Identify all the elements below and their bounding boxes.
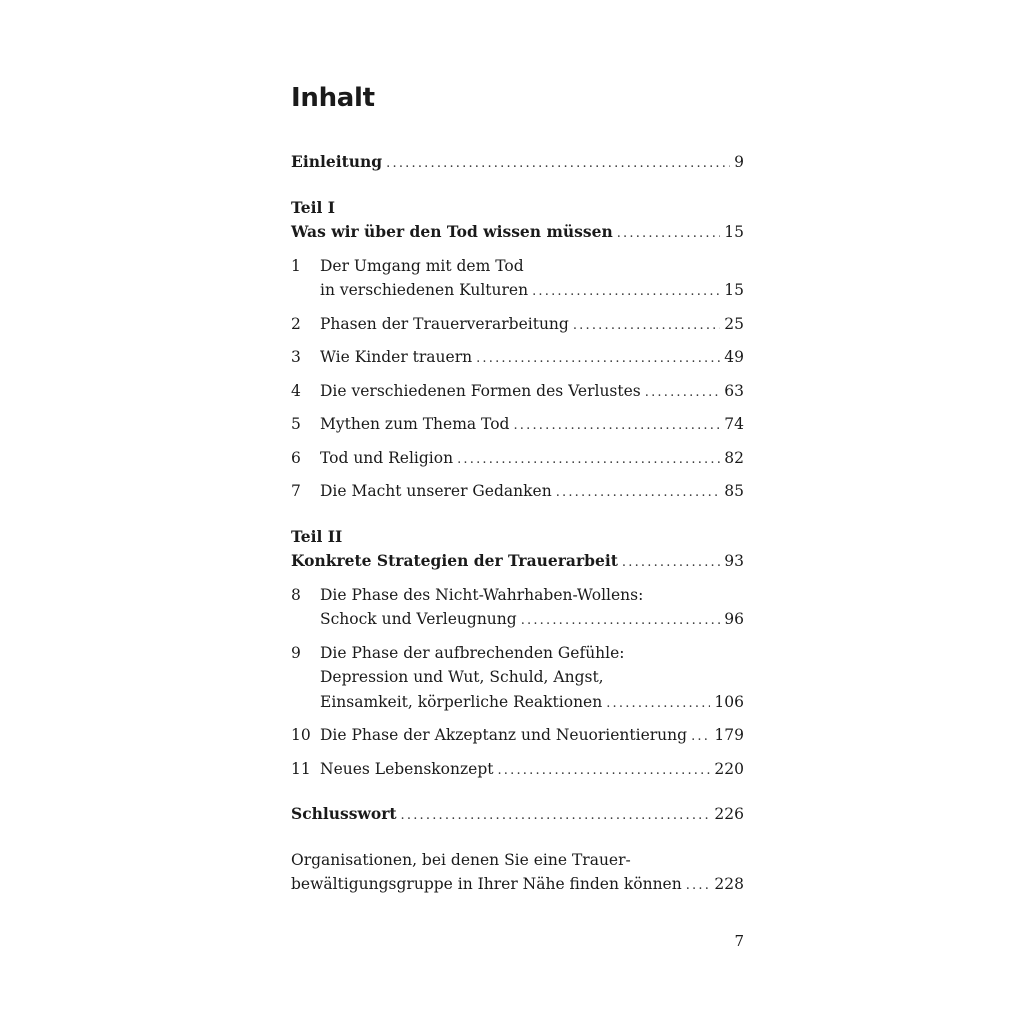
toc-part-label: Teil I bbox=[291, 197, 336, 217]
toc-entry-title: Die Macht unserer Gedanken bbox=[320, 482, 552, 500]
toc-entry-organisationen[interactable] bbox=[291, 848, 744, 899]
toc-page-number: 93 bbox=[724, 552, 744, 570]
toc-entry-title: Wie Kinder trauern bbox=[320, 348, 473, 366]
toc-chapter-5[interactable] bbox=[291, 412, 744, 439]
toc-entry-line bbox=[320, 379, 744, 406]
toc-entry-body bbox=[291, 525, 744, 576]
toc-leader-dots bbox=[645, 381, 721, 406]
toc-page-number: 179 bbox=[714, 726, 744, 744]
toc-page-number: 63 bbox=[724, 381, 744, 400]
toc-entry-body bbox=[320, 312, 744, 339]
toc-entry-line bbox=[320, 607, 744, 634]
toc-entry-title-line: Der Umgang mit dem Tod bbox=[320, 256, 524, 275]
toc-page-number: 9 bbox=[734, 153, 744, 171]
toc-leader-dots bbox=[401, 804, 711, 829]
toc-entry-title-line: Organisationen, bei denen Sie eine Trauer- bbox=[291, 850, 631, 869]
toc-leader-dots bbox=[691, 725, 710, 750]
toc-entry-title-line: Depression und Wut, Schuld, Angst, bbox=[320, 668, 604, 686]
toc-page-number: 15 bbox=[724, 223, 744, 241]
page-header bbox=[291, 80, 744, 116]
toc-page-number: 49 bbox=[724, 348, 744, 366]
toc-chapter-6[interactable] bbox=[291, 446, 744, 473]
toc-chapter-number: 8 bbox=[291, 585, 301, 604]
toc-entry-line bbox=[320, 312, 744, 339]
toc-entry-body bbox=[320, 583, 744, 634]
toc-entry-line bbox=[320, 278, 744, 305]
toc-entry-title: Phasen der Trauerverarbeitung bbox=[320, 314, 569, 333]
toc-entry-body bbox=[291, 802, 744, 829]
toc-leader-dots bbox=[686, 874, 711, 899]
toc-entry-title: Schock und Verleugnung bbox=[320, 610, 517, 628]
toc-entry-title: Einsamkeit, körperliche Reaktionen bbox=[320, 692, 603, 711]
toc-entry-title: in verschiedenen Kulturen bbox=[320, 281, 529, 299]
toc-entry-einleitung[interactable] bbox=[291, 150, 744, 177]
toc-entry-body bbox=[320, 254, 744, 305]
toc-leader-dots bbox=[497, 759, 710, 784]
toc-entry-line bbox=[291, 802, 744, 829]
toc-page-number: 226 bbox=[714, 805, 744, 823]
toc-entry-title: Einleitung bbox=[291, 152, 383, 171]
toc-entry-line bbox=[320, 690, 744, 717]
toc-entry-title: Die verschiedenen Formen des Verlustes bbox=[320, 381, 641, 400]
toc-entry-line bbox=[320, 345, 744, 372]
toc-leader-dots bbox=[573, 314, 720, 339]
toc-part-2[interactable] bbox=[291, 525, 744, 576]
toc-leader-dots bbox=[513, 414, 720, 439]
toc-leader-dots bbox=[617, 222, 721, 247]
toc-entry-line bbox=[291, 549, 744, 576]
toc-entry-line bbox=[320, 412, 744, 439]
toc-page-number: 228 bbox=[714, 875, 744, 893]
toc-entry-body bbox=[291, 848, 744, 899]
toc-chapter-number: 4 bbox=[291, 381, 301, 400]
toc-entry-title: Tod und Religion bbox=[320, 448, 454, 467]
toc-page-number: 74 bbox=[724, 415, 744, 433]
toc-chapter-number: 3 bbox=[291, 348, 301, 366]
toc-entry-line bbox=[320, 723, 744, 750]
toc-part-1[interactable] bbox=[291, 196, 744, 247]
toc-entry-line bbox=[320, 757, 744, 784]
toc-page-number: 82 bbox=[724, 448, 744, 467]
toc-entry-title-line: Die Phase des Nicht-Wahrhaben-Wollens: bbox=[320, 585, 644, 604]
toc-leader-dots bbox=[532, 280, 720, 305]
toc-entry-body bbox=[320, 446, 744, 473]
toc-entry-body bbox=[320, 723, 744, 750]
toc-entry-title: Was wir über den Tod wissen müssen bbox=[291, 222, 613, 241]
toc-chapter-4[interactable] bbox=[291, 379, 744, 406]
toc-chapter-11[interactable] bbox=[291, 757, 744, 784]
toc-page-number: 106 bbox=[714, 692, 744, 711]
toc-part-label: Teil II bbox=[291, 526, 343, 546]
toc-chapter-number: 9 bbox=[291, 643, 301, 662]
toc-entry-line bbox=[291, 872, 744, 899]
page-number: 7 bbox=[734, 932, 744, 950]
toc-chapter-number: 2 bbox=[291, 314, 301, 333]
toc-entry-title: Schlusswort bbox=[291, 804, 397, 823]
toc-entry-title: Mythen zum Thema Tod bbox=[320, 415, 510, 433]
toc-entry-title: Konkrete Strategien der Trauerarbeit bbox=[291, 551, 618, 570]
toc-chapter-2[interactable] bbox=[291, 312, 744, 339]
toc-entry-line bbox=[320, 479, 744, 506]
toc-entry-body bbox=[291, 150, 744, 177]
toc-chapter-number: 7 bbox=[291, 482, 301, 500]
toc-entry-line bbox=[291, 220, 744, 247]
toc-leader-dots bbox=[521, 609, 721, 634]
toc-leader-dots bbox=[476, 347, 720, 372]
toc-entry-line bbox=[291, 150, 744, 177]
toc-chapter-10[interactable] bbox=[291, 723, 744, 750]
toc-entry-body bbox=[320, 412, 744, 439]
toc-leader-dots bbox=[622, 551, 720, 576]
toc-chapter-9[interactable] bbox=[291, 641, 744, 717]
toc-entry-body bbox=[320, 345, 744, 372]
toc-chapter-7[interactable] bbox=[291, 479, 744, 506]
page-title: Inhalt bbox=[291, 83, 375, 113]
toc-entry-title: Neues Lebenskonzept bbox=[320, 759, 494, 778]
toc-chapter-number: 10 bbox=[291, 726, 311, 744]
toc-leader-dots bbox=[386, 152, 730, 177]
toc-leader-dots bbox=[556, 481, 721, 506]
toc-entry-line bbox=[320, 446, 744, 473]
toc-chapter-number: 5 bbox=[291, 415, 301, 433]
toc-chapter-1[interactable] bbox=[291, 254, 744, 305]
toc-chapter-8[interactable] bbox=[291, 583, 744, 634]
toc-page-number: 15 bbox=[724, 281, 744, 299]
toc-entry-body bbox=[320, 757, 744, 784]
toc-page-number: 25 bbox=[724, 314, 744, 333]
toc-entry-body bbox=[320, 479, 744, 506]
table-of-contents bbox=[291, 150, 744, 899]
toc-chapter-3[interactable] bbox=[291, 345, 744, 372]
toc-chapter-number: 11 bbox=[291, 759, 311, 778]
toc-page-number: 85 bbox=[724, 482, 744, 500]
toc-chapter-number: 1 bbox=[291, 256, 301, 275]
toc-entry-title: bewältigungsgruppe in Ihrer Nähe finden können bbox=[291, 875, 682, 893]
toc-leader-dots bbox=[606, 692, 710, 717]
toc-leader-dots bbox=[457, 448, 720, 473]
toc-page-number: 96 bbox=[724, 610, 744, 628]
toc-page-number: 220 bbox=[714, 759, 744, 778]
toc-entry-schlusswort[interactable] bbox=[291, 802, 744, 829]
toc-entry-body bbox=[291, 196, 744, 247]
toc-chapter-number: 6 bbox=[291, 448, 301, 467]
toc-entry-body bbox=[320, 379, 744, 406]
toc-entry-title-line: Die Phase der aufbrechenden Gefühle: bbox=[320, 643, 625, 662]
toc-entry-body bbox=[320, 641, 744, 717]
toc-entry-title: Die Phase der Akzeptanz und Neuorientierung bbox=[320, 726, 688, 744]
